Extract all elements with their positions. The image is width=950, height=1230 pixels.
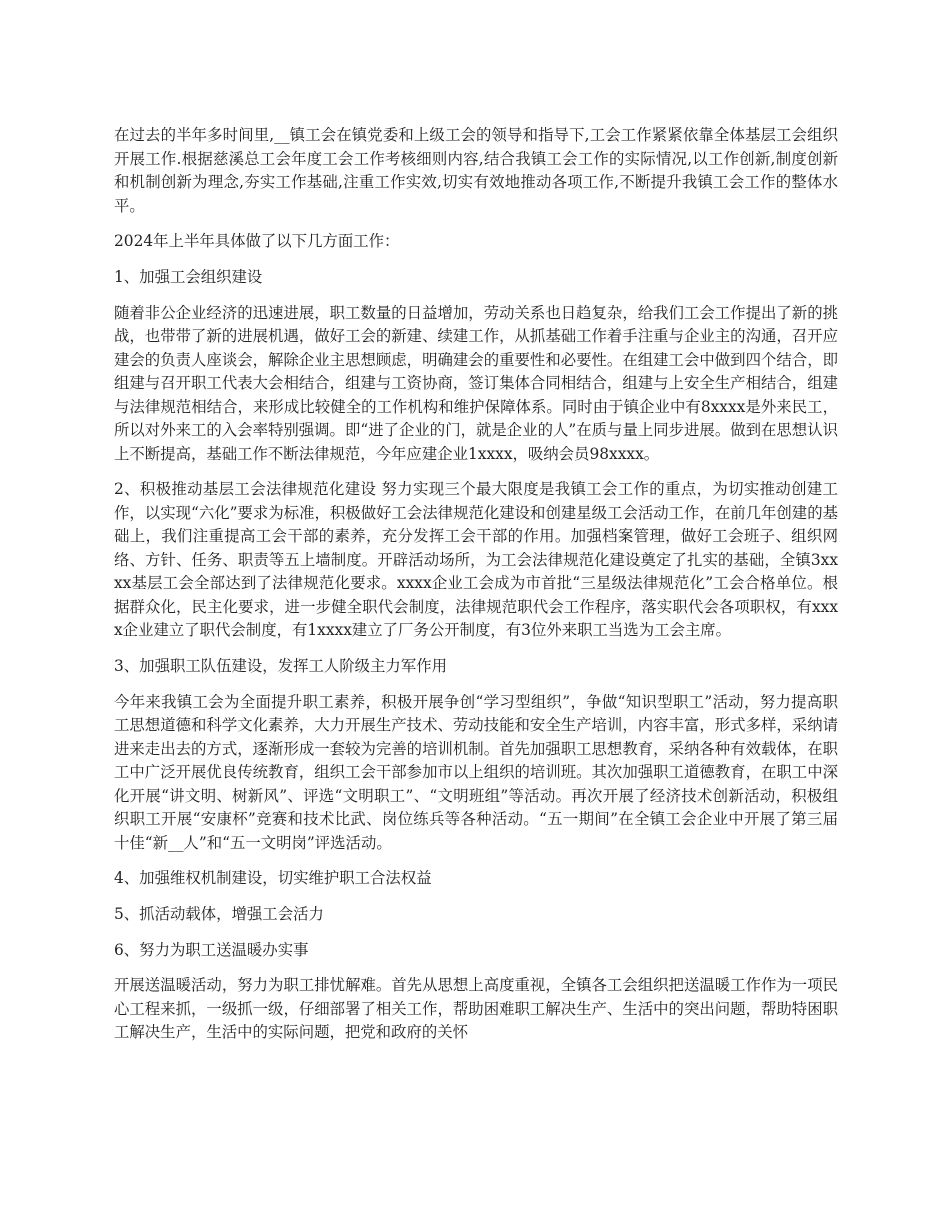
section-heading-6: 6、努力为职工送温暖办实事	[114, 940, 309, 959]
section-body-6: 开展送温暖活动，努力为职工排忧解难。首先从思想上高度重视，全镇各工会组织把送温暖工作作为一项民心工程来抓，一级抓一级，仔细部署了相关工作，帮助困难职工解决生产、生活中的突出问题，帮助特困职工解决生产，生活中的实际问题，把党和政府的关怀	[114, 976, 838, 1042]
section-body-3: 今年来我镇工会为全面提升职工素养，积极开展争创“学习型组织”，争做“知识型职工”活动，努力提高职工思想道德和科学文化素养，大力开展生产技术、劳动技能和安全生产培训，内容丰富，形式多样，采纳请进来走出去的方式，逐渐形成一套较为完善的培训机制。首先加强职工思想教育，采纳各种有效载体，在职工中广泛开展优良传统教育，组织工会干部参加市以上组织的培训班。其次加强职工道德教育，在职工中深化开展“讲文明、树新风”、评选“文明职工”、“文明班组”等活动。再次开展了经济技术创新活动，积极组织职工开展“安康杯”竞赛和技术比武、岗位练兵等各种活动。“五一期间”在全镇工会企业中开展了第三届十佳“新__人”和“五一文明岗”评选活动。	[114, 692, 838, 852]
document-page	[114, 124, 838, 1057]
section-body-1: 随着非公企业经济的迅速进展，职工数量的日益增加，劳动关系也日趋复杂，给我们工会工作提出了新的挑战，也带带了新的进展机遇，做好工会的新建、续建工作，从抓基础工作着手注重与企业主的沟通，召开应建会的负责人座谈会，解除企业主思想顾虑，明确建会的重要性和必要性。在组建工会中做到四个结合，即组建与召开职工代表大会相结合，组建与工资协商，签订集体合同相结合，组建与上安全生产相结合，组建与法律规范相结合，来形成比较健全的工作机构和维护保障体系。同时由于镇企业中有8xxxx是外来民工，所以对外来工的入会率特别强调。即“进了企业的门，就是企业的人”在质与量上同步进展。做到在思想认识上不断提高，基础工作不断法律规范，今年应建企业1xxxx，吸纳会员98xxxx。	[114, 303, 838, 463]
section-body-2: 2、积极推动基层工会法律规范化建设 努力实现三个最大限度是我镇工会工作的重点，为切实推动创建工作，以实现“六化”要求为标准，积极做好工会法律规范化建设和创建星级工会活动工作，在前几年创建的基础上，我们注重提高工会干部的素养，充分发挥工会干部的作用。加强档案管理，做好工会班子、组织网络、方针、任务、职责等五上墙制度。开辟活动场所，为工会法律规范化建设奠定了扎实的基础，全镇3xxxx基层工会全部达到了法律规范化要求。xxxx企业工会成为市首批“三星级法律规范化”工会合格单位。根据群众化，民主化要求，进一步健全职代会制度，法律规范职代会工作程序，落实职代会各项职权，有xxxx企业建立了职代会制度，有1xxxx建立了厂务公开制度，有3位外来职工当选为工会主席。	[114, 480, 838, 640]
section-heading-3: 3、加强职工队伍建设，发挥工人阶级主力军作用	[114, 656, 447, 675]
section-heading-5: 5、抓活动载体，增强工会活力	[114, 905, 324, 923]
intro-paragraph: 在过去的半年多时间里,__镇工会在镇党委和上级工会的领导和指导下,工会工作紧紧依靠全体基层工会组织开展工作.根据慈溪总工会年度工会工作考核细则内容,结合我镇工会工作的实际情况,以工作创新,制度创新和机制创新为理念,夯实工作基础,注重工作实效,切实有效地推动各项工作,不断提升我镇工会工作的整体水平。	[114, 126, 838, 215]
section-heading-1: 1、加强工会组织建设	[114, 267, 263, 286]
section-heading-4: 4、加强维权机制建设，切实维护职工合法权益	[114, 869, 432, 888]
summary-lead: 2024年上半年具体做了以下几方面工作：	[114, 232, 400, 251]
